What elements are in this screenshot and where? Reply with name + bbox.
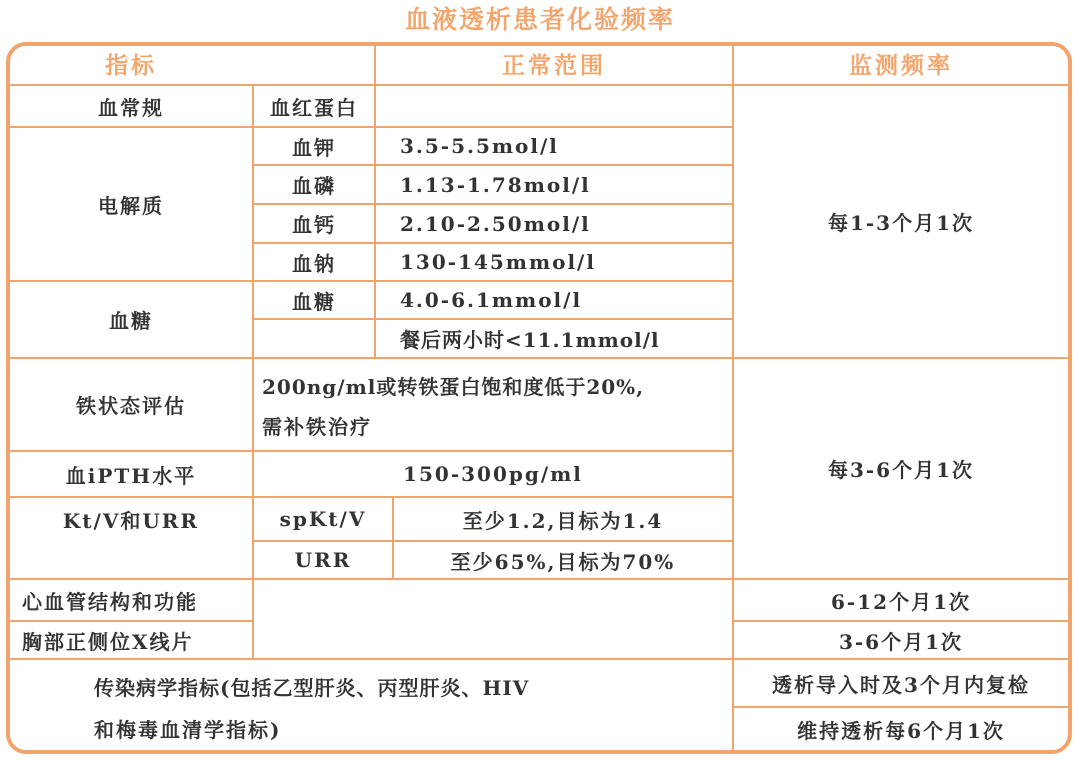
calcium-range: 2.10-2.50mol/l: [400, 211, 591, 236]
electrolytes-label: 电解质: [98, 193, 164, 218]
spktv-label: spKt/V: [279, 507, 367, 531]
blood-sugar-sub-label: 血糖: [292, 289, 336, 314]
phosphorus-label: 血磷: [292, 174, 336, 198]
sodium-range: 130-145mmol/l: [400, 250, 596, 274]
iron-status-range-line2: 需补铁治疗: [262, 414, 372, 439]
blood-routine-label: 血常规: [98, 95, 164, 120]
frequency-group-1: 每1-3个月1次: [827, 211, 975, 235]
infectious-label-line2: 和梅毒血清学指标): [94, 717, 282, 742]
header-normal-range: 正常范围: [502, 53, 606, 79]
blood-sugar-range: 4.0-6.1mmol/l: [400, 288, 583, 312]
phosphorus-range: 1.13-1.78mol/l: [400, 172, 591, 197]
calcium-label: 血钙: [292, 213, 336, 237]
xray-frequency: 3-6个月1次: [838, 629, 964, 654]
page-title: 血液透析患者化验频率: [404, 5, 675, 34]
blood-sugar-label: 血糖: [109, 309, 153, 333]
urr-range: 至少65%,目标为70%: [450, 549, 676, 574]
sodium-label: 血钠: [292, 251, 336, 276]
frequency-group-2: 每3-6个月1次: [827, 458, 975, 482]
cardio-frequency: 6-12个月1次: [831, 589, 971, 614]
ipth-range: 150-300pg/ml: [403, 462, 583, 486]
hemoglobin-label: 血红蛋白: [270, 95, 358, 120]
cardio-label: 心血管结构和功能: [22, 589, 198, 614]
potassium-label: 血钾: [292, 135, 336, 160]
urr-label: URR: [294, 548, 352, 572]
iron-status-range-line1: 200ng/ml或转铁蛋白饱和度低于20%,: [262, 374, 645, 399]
xray-label: 胸部正侧位X线片: [22, 629, 194, 654]
ktv-urr-label: Kt/V和URR: [62, 508, 200, 533]
blood-sugar-post-meal-range: 餐后两小时<11.1mmol/l: [400, 328, 660, 352]
ipth-label: 血iPTH水平: [65, 463, 197, 488]
header-frequency: 监测频率: [849, 53, 953, 79]
iron-status-label: 铁状态评估: [76, 394, 186, 418]
potassium-range: 3.5-5.5mol/l: [400, 134, 559, 158]
infectious-frequency-2: 维持透析每6个月1次: [797, 718, 1005, 743]
header-indicator: 指标: [105, 53, 157, 79]
column-divider: [374, 84, 376, 357]
spktv-range: 至少1.2,目标为1.4: [462, 508, 664, 533]
infectious-label-line1: 传染病学指标(包括乙型肝炎、丙型肝炎、HIV: [94, 675, 530, 700]
infectious-frequency-1: 透析导入时及3个月内复检: [772, 672, 1030, 697]
